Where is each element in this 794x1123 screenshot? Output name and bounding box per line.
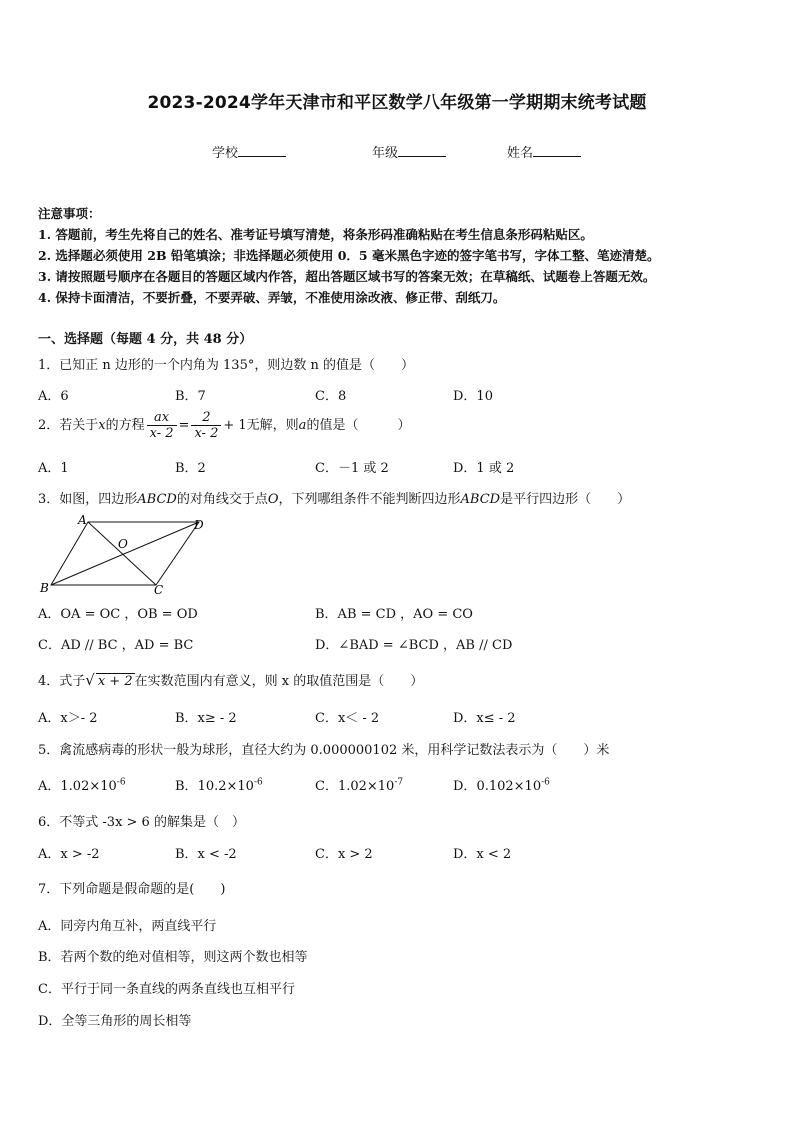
section-heading: 一、选择题（每题 4 分，共 48 分）	[38, 332, 253, 347]
q7-option-d: D．全等三角形的周长相等	[38, 1014, 192, 1029]
school-blank	[238, 144, 286, 157]
q3-option-a: A．OA = OC ，OB = OD	[38, 607, 198, 622]
grade-label: 年级	[372, 146, 399, 161]
q5-c-base: 1.02×10	[337, 779, 395, 794]
q4-option-b: B．x≥ - 2	[175, 711, 237, 726]
q4-option-c: C．x＜ - 2	[315, 711, 380, 726]
q3-option-d: D．∠BAD = ∠BCD ，AB // CD	[315, 638, 513, 653]
q1-option-c: C．8	[315, 389, 347, 404]
q2-option-a: A．1	[38, 461, 69, 476]
question-3	[38, 488, 630, 507]
q5-d-exp: -6	[541, 777, 550, 788]
q6-option-a: A．x > -2	[38, 847, 100, 862]
q5-b-label: B．	[175, 779, 198, 794]
q5-option-a	[38, 775, 126, 794]
q3-mid1: 的对角线交于点	[176, 492, 268, 507]
q2-suffix: 的值是（ ）	[306, 418, 411, 433]
question-7: 7．下列命题是假命题的是( )	[38, 882, 226, 897]
q6-option-b: B．x < -2	[175, 847, 237, 862]
q1-option-d: D．10	[453, 389, 493, 404]
q5-option-d	[453, 775, 550, 794]
q3-option-b: B．AB = CD ，AO = CO	[315, 607, 473, 622]
name-field	[507, 142, 581, 161]
grade-field	[372, 142, 446, 161]
q1-option-b: B．7	[175, 389, 206, 404]
note-item: 1. 答题前，考生先将自己的姓名、准考证号填写清楚，将条形码准确粘贴在考生信息条形码粘贴区。	[38, 227, 593, 242]
q5-d-label: D．	[453, 779, 477, 794]
q1-option-a: A．6	[38, 389, 69, 404]
parallelogram-figure	[36, 512, 216, 598]
q4-prefix: 4．式子	[38, 674, 86, 689]
school-field	[212, 142, 286, 161]
sqrt-icon: √	[85, 671, 95, 689]
q7-option-c: C．平行于同一条直线的两条直线也互相平行	[38, 982, 295, 997]
note-item: 3. 请按照题号顺序在各题目的答题区域内作答，超出答题区域书写的答案无效；在草稿纸、试题卷上答题无效。	[38, 269, 656, 284]
q2-equals: =	[178, 418, 190, 433]
q5-a-base: 1.02×10	[60, 779, 117, 794]
q6-option-d: D．x < 2	[453, 847, 512, 862]
diagonal-bd	[51, 522, 199, 585]
q5-b-base: 10.2×10	[197, 779, 254, 794]
q2-frac2-num: 2	[191, 410, 221, 426]
q5-option-c	[315, 775, 403, 794]
q5-c-exp: -7	[394, 777, 404, 788]
q2-fraction-2	[191, 410, 221, 441]
q3-abcd: ABCD	[137, 492, 177, 507]
q2-option-b: B．2	[175, 461, 206, 476]
notes-block	[38, 203, 659, 308]
q4-radicand: x + 2	[97, 674, 133, 689]
q5-option-b	[175, 775, 263, 794]
label-c: C	[154, 583, 164, 597]
q5-a-label: A．	[38, 779, 61, 794]
note-item: 4. 保持卡面清洁，不要折叠，不要弄破、弄皱，不准使用涂改液、修正带、刮纸刀。	[38, 290, 506, 305]
label-d: D	[194, 518, 204, 532]
q2-mid2: 无解，则	[246, 418, 299, 433]
label-a: A	[78, 513, 87, 527]
q2-plus: + 1	[223, 418, 247, 433]
q3-prefix: 3．如图，四边形	[38, 492, 138, 507]
q2-var-a: a	[298, 418, 307, 433]
label-o: O	[118, 537, 128, 551]
q5-a-exp: -6	[116, 777, 126, 788]
q2-mid1: 的方程	[105, 418, 145, 433]
question-5: 5．禽流感病毒的形状一般为球形，直径大约为 0.000000102 米，用科学记数法表示为（ ）米	[38, 743, 610, 758]
q6-option-c: C．x > 2	[315, 847, 373, 862]
question-2	[38, 410, 410, 441]
note-item: 2. 选择题必须使用 2B 铅笔填涂；非选择题必须使用 0．5 毫米黑色字迹的签字笔书写，字体工整、笔迹清楚。	[38, 248, 660, 263]
q2-fraction-1	[147, 410, 177, 441]
q7-option-b: B．若两个数的绝对值相等，则这两个数也相等	[38, 950, 308, 965]
q2-frac2-den: x- 2	[194, 426, 219, 441]
q2-option-d: D．1 或 2	[453, 461, 515, 476]
q3-mid2: ，下列哪组条件不能判断四边形	[278, 492, 461, 507]
q5-c-label: C．	[315, 779, 338, 794]
notes-heading: 注意事项：	[38, 206, 101, 221]
q2-prefix: 2．若关于	[38, 418, 99, 433]
label-b: B	[40, 581, 49, 595]
q2-frac1-den: x- 2	[149, 426, 174, 441]
q3-option-c: C．AD // BC ，AD = BC	[38, 638, 194, 653]
q3-o: O	[267, 492, 279, 507]
q3-suffix: 是平行四边形（ ）	[500, 492, 631, 507]
q4-suffix: 在实数范围内有意义，则 x 的取值范围是（ ）	[134, 674, 424, 689]
q4-option-a: A．x＞- 2	[38, 711, 98, 726]
name-label: 姓名	[507, 146, 534, 161]
q2-var-x: x	[98, 418, 106, 433]
name-blank	[533, 144, 581, 157]
q5-b-exp: -6	[253, 777, 263, 788]
question-4	[38, 670, 423, 689]
diagonal-ac	[88, 522, 156, 585]
q3-abcd-2: ABCD	[460, 492, 501, 507]
exam-title: 2023-2024学年天津市和平区数学八年级第一学期期末统考试题	[147, 93, 647, 113]
q4-option-d: D．x≤ - 2	[453, 711, 516, 726]
question-6: 6．不等式 -3x > 6 的解集是（ ）	[38, 815, 245, 830]
grade-blank	[398, 144, 446, 157]
q2-option-c: C．－1 或 2	[315, 461, 389, 476]
school-label: 学校	[212, 146, 239, 161]
q5-d-base: 0.102×10	[476, 779, 542, 794]
q7-option-a: A．同旁内角互补，两直线平行	[38, 919, 217, 934]
q2-frac1-num: ax	[147, 410, 177, 426]
question-1: 1．已知正 n 边形的一个内角为 135°，则边数 n 的值是（ ）	[38, 358, 414, 373]
